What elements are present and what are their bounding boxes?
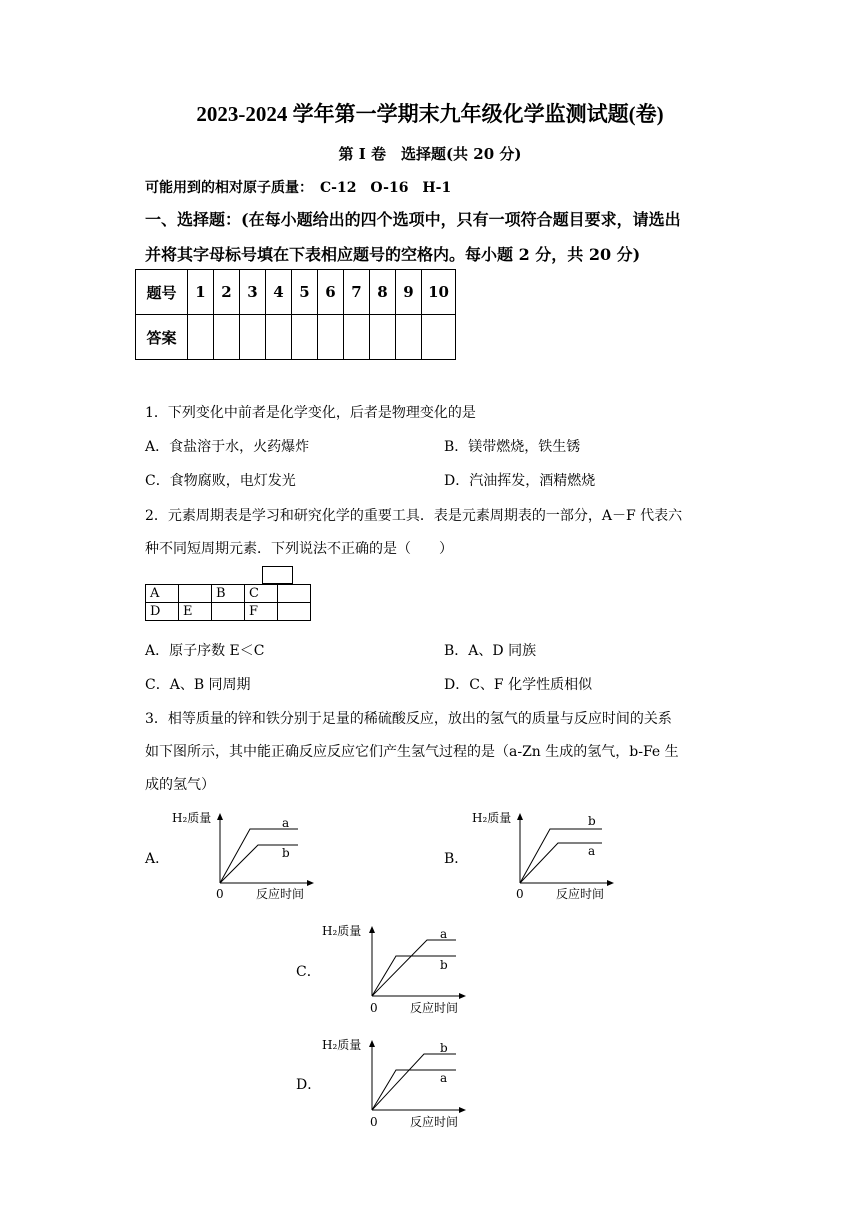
q3-stem-2: 如下图所示，其中能正确反应反应它们产生氢气过程的是（a-Zn 生成的氢气，b-Fe 生 [145,744,679,760]
answer-table-number: 10 [422,270,456,315]
periodic-table-top-cell [262,566,293,584]
answer-table-number: 8 [370,270,396,315]
pt-cell [278,603,311,621]
graph-line-label-lower: a [440,1071,448,1085]
instruction-line-1: 一、选择题：(在每小题给出的四个选项中，只有一项符合题目要求，请选出 [145,210,681,229]
answer-cell-8[interactable] [370,315,396,360]
graph-origin: 0 [370,1115,378,1129]
q1-option-a: A．食盐溶于水，火药爆炸 [145,439,310,455]
q3-stem-1: 3．相等质量的锌和铁分别于足量的稀硫酸反应，放出的氢气的质量与反应时间的关系 [145,711,672,727]
graph-line-label-lower: b [440,958,448,972]
answer-cell-1[interactable] [188,315,214,360]
answer-table-number: 5 [292,270,318,315]
q2-option-a: A．原子序数 E＜C [145,643,265,659]
q3-graph-b [460,805,620,905]
section-subtitle: 第 I 卷 选择题(共 20 分) [338,145,522,163]
q2-option-d: D．C、F 化学性质相似 [444,677,593,693]
q2-option-b: B．A、D 同族 [444,643,537,659]
answer-table-header-answer: 答案 [136,315,188,360]
pt-cell: B [212,585,245,603]
answer-table-number: 2 [214,270,240,315]
pt-cell [278,585,311,603]
answer-table-number: 3 [240,270,266,315]
pt-cell: A [146,585,179,603]
graph-line-label-upper: a [440,927,448,941]
q3-option-c-label: C． [296,964,321,980]
graph-line-label-upper: b [440,1041,448,1055]
page-title: 2023-2024 学年第一学期末九年级化学监测试题(卷) [196,102,664,126]
answer-table-number: 4 [266,270,292,315]
graph-origin: 0 [370,1001,378,1015]
answer-cell-5[interactable] [292,315,318,360]
answer-table-number: 1 [188,270,214,315]
q3-option-a-label: A． [145,851,170,867]
q3-graph-a [160,805,320,905]
answer-cell-9[interactable] [396,315,422,360]
graph-line-label-upper: b [588,814,596,828]
pt-cell: C [245,585,278,603]
graph-xlabel: 反应时间 [410,1115,459,1129]
atomic-mass-line: 可能用到的相对原子质量： C-12 O-16 H-1 [145,180,452,196]
answer-cell-4[interactable] [266,315,292,360]
graph-ylabel: H₂质量 [172,811,212,825]
q3-option-d-label: D． [296,1077,322,1093]
graph-ylabel: H₂质量 [472,811,512,825]
pt-cell: E [179,603,212,621]
graph-ylabel: H₂质量 [322,1038,362,1052]
graph-origin: 0 [216,887,224,901]
answer-cell-3[interactable] [240,315,266,360]
graph-origin: 0 [516,887,524,901]
graph-ylabel: H₂质量 [322,924,362,938]
q2-stem-1: 2．元素周期表是学习和研究化学的重要工具．表是元素周期表的一部分，A－F 代表六 [145,508,683,524]
answer-table-number: 7 [344,270,370,315]
answer-cell-2[interactable] [214,315,240,360]
q2-option-c: C．A、B 同周期 [145,677,251,693]
graph-xlabel: 反应时间 [256,887,305,901]
graph-line-label-lower: a [588,844,596,858]
graph-line-label-lower: b [282,846,290,860]
q2-stem-2: 种不同短周期元素．下列说法不正确的是（ ） [145,541,453,557]
pt-cell [179,585,212,603]
q3-stem-3: 成的氢气） [145,777,215,793]
q3-graph-c [312,918,472,1018]
instruction-line-2: 并将其字母标号填在下表相应题号的空格内。每小题 2 分，共 20 分) [145,245,641,264]
answer-cell-7[interactable] [344,315,370,360]
graph-line-label-upper: a [282,816,290,830]
pt-cell [212,603,245,621]
pt-cell: D [146,603,179,621]
q3-graph-d [312,1032,472,1132]
answer-cell-6[interactable] [318,315,344,360]
graph-xlabel: 反应时间 [556,887,605,901]
q3-option-b-label: B． [444,851,469,867]
answer-table [135,269,456,360]
q1-option-c: C．食物腐败，电灯发光 [145,473,296,489]
q1-option-b: B．镁带燃烧，铁生锈 [444,439,581,455]
pt-cell: F [245,603,278,621]
periodic-table-fragment [145,584,311,621]
q1-stem: 1．下列变化中前者是化学变化，后者是物理变化的是 [145,405,476,421]
answer-table-number: 6 [318,270,344,315]
answer-table-header-number: 题号 [136,270,188,315]
answer-cell-10[interactable] [422,315,456,360]
q1-option-d: D．汽油挥发，酒精燃烧 [444,473,596,489]
answer-table-number: 9 [396,270,422,315]
graph-xlabel: 反应时间 [410,1001,459,1015]
